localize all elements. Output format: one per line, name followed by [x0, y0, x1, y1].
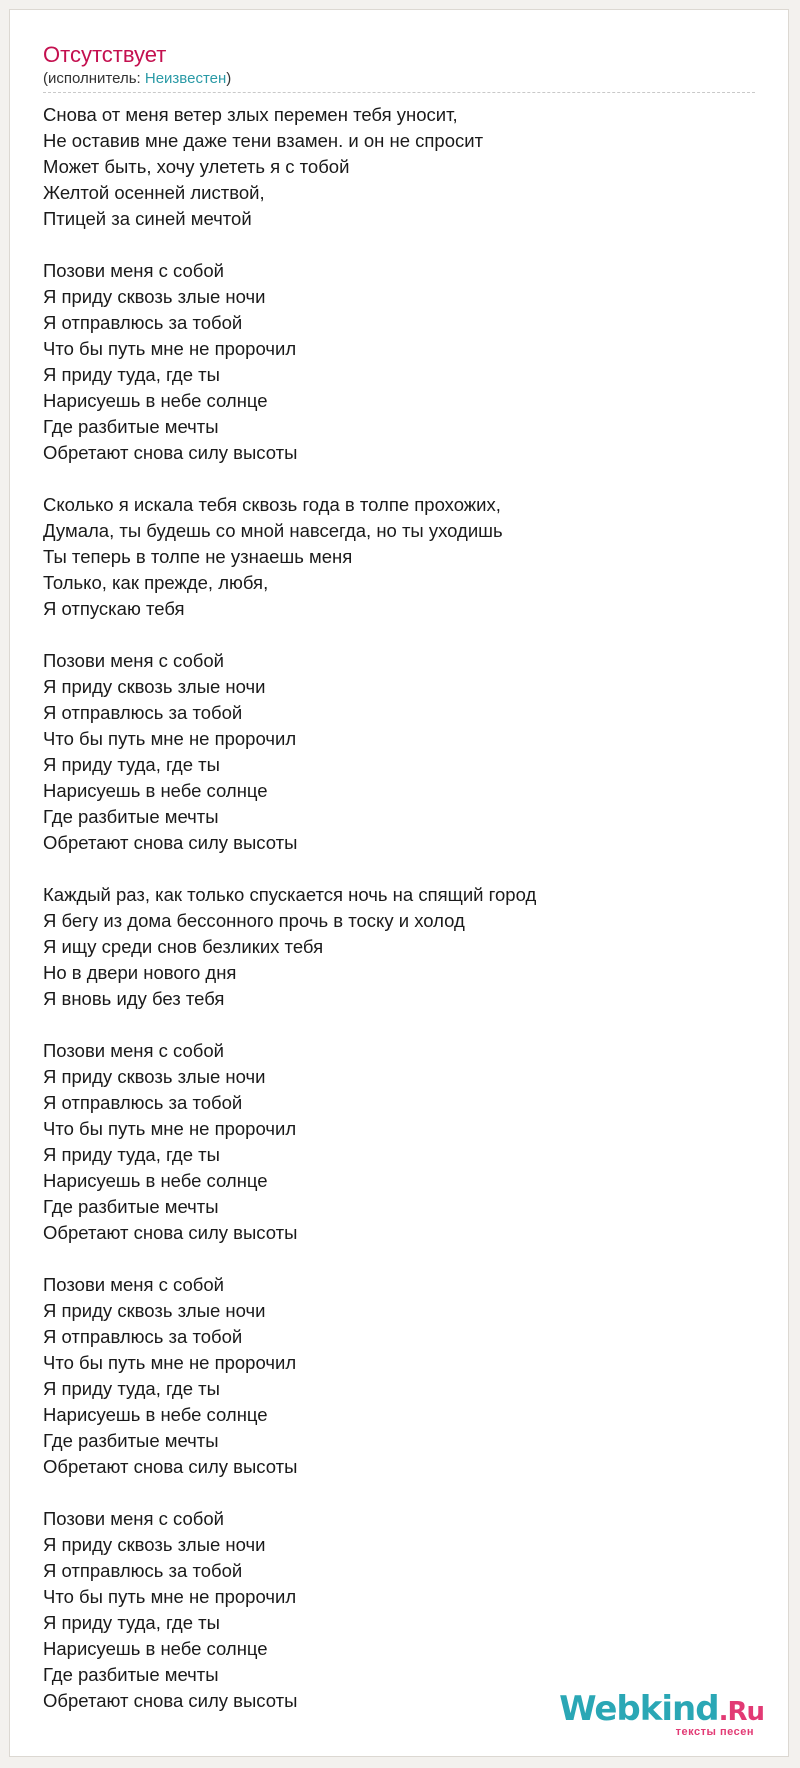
lyric-line: Где разбитые мечты [43, 416, 219, 437]
lyric-line: Позови меня с собой [43, 1508, 224, 1529]
lyric-line: Я приду сквозь злые ночи [43, 286, 266, 307]
logo-wordmark [559, 1691, 764, 1730]
artist-suffix: ) [226, 70, 232, 87]
lyrics-stanza [43, 1272, 755, 1480]
lyrics-stanza [43, 1506, 755, 1714]
lyrics-body [43, 102, 755, 1714]
lyric-line: Обретают снова силу высоты [43, 1456, 298, 1477]
lyric-line: Я приду туда, где ты [43, 1378, 220, 1399]
lyric-line: Ты теперь в толпе не узнаешь меня [43, 546, 353, 567]
lyrics-stanza [43, 1038, 755, 1246]
lyric-line: Я приду туда, где ты [43, 1144, 220, 1165]
lyric-line: Не оставив мне даже тени взамен. и он не спросит [43, 130, 484, 151]
lyric-line: Сколько я искала тебя сквозь года в толпе прохожих, [43, 494, 501, 515]
lyric-line: Обретают снова силу высоты [43, 832, 298, 853]
site-logo[interactable] [559, 1689, 764, 1738]
lyric-line: Обретают снова силу высоты [43, 1222, 298, 1243]
lyrics-stanza [43, 492, 755, 622]
lyric-line: Я приду сквозь злые ночи [43, 1534, 266, 1555]
lyrics-stanza [43, 882, 755, 1012]
lyric-line: Обретают снова силу высоты [43, 1690, 298, 1711]
lyric-line: Где разбитые мечты [43, 1196, 219, 1217]
lyric-line: Я приду сквозь злые ночи [43, 1066, 266, 1087]
lyric-line: Я отправлюсь за тобой [43, 702, 243, 723]
lyric-line: Позови меня с собой [43, 1040, 224, 1061]
lyric-line: Я отправлюсь за тобой [43, 1560, 243, 1581]
lyric-line: Я бегу из дома бессонного прочь в тоску и холод [43, 910, 465, 931]
lyric-line: Что бы путь мне не пророчил [43, 1586, 297, 1607]
lyric-line: Я отпускаю тебя [43, 598, 185, 619]
lyric-line: Нарисуешь в небе солнце [43, 1638, 268, 1659]
lyric-line: Позови меня с собой [43, 650, 224, 671]
lyric-line: Нарисуешь в небе солнце [43, 1170, 268, 1191]
lyrics-stanza [43, 258, 755, 466]
artist-line [43, 70, 755, 88]
lyric-line: Я отправлюсь за тобой [43, 1092, 243, 1113]
lyric-line: Я ищу среди снов безликих тебя [43, 936, 324, 957]
lyric-line: Может быть, хочу улететь я с тобой [43, 156, 350, 177]
lyric-line: Я отправлюсь за тобой [43, 312, 243, 333]
lyric-line: Я отправлюсь за тобой [43, 1326, 243, 1347]
lyric-line: Позови меня с собой [43, 260, 224, 281]
lyric-line: Я приду туда, где ты [43, 754, 220, 775]
lyric-line: Что бы путь мне не пророчил [43, 1118, 297, 1139]
lyric-line: Каждый раз, как только спускается ночь на спящий город [43, 884, 537, 905]
lyric-line: Что бы путь мне не пророчил [43, 338, 297, 359]
lyric-line: Думала, ты будешь со мной навсегда, но ты уходишь [43, 520, 503, 541]
lyric-line: Я приду сквозь злые ночи [43, 676, 266, 697]
lyrics-stanza [43, 102, 755, 232]
lyric-line: Нарисуешь в небе солнце [43, 780, 268, 801]
lyric-line: Где разбитые мечты [43, 1430, 219, 1451]
lyric-line: Птицей за синей мечтой [43, 208, 252, 229]
song-title: Отсутствует [43, 42, 167, 67]
lyric-line: Я приду туда, где ты [43, 364, 220, 385]
lyric-line: Я вновь иду без тебя [43, 988, 225, 1009]
title-divider [43, 92, 755, 93]
logo-tld: .Ru [718, 1697, 764, 1727]
artist-prefix: (исполнитель: [43, 70, 145, 87]
lyric-line: Но в двери нового дня [43, 962, 237, 983]
lyric-line: Где разбитые мечты [43, 1664, 219, 1685]
lyric-line: Что бы путь мне не пророчил [43, 1352, 297, 1373]
logo-name: Webkind [559, 1689, 719, 1729]
lyric-line: Снова от меня ветер злых перемен тебя уносит, [43, 104, 458, 125]
lyric-line: Нарисуешь в небе солнце [43, 390, 268, 411]
logo-tagline: тексты песен [675, 1726, 754, 1738]
lyric-line: Желтой осенней листвой, [43, 182, 265, 203]
lyric-line: Обретают снова силу высоты [43, 442, 298, 463]
lyric-line: Только, как прежде, любя, [43, 572, 269, 593]
artist-link[interactable]: Неизвестен [144, 70, 227, 87]
lyric-line: Я приду туда, где ты [43, 1612, 220, 1633]
lyrics-card [9, 9, 789, 1757]
lyric-line: Позови меня с собой [43, 1274, 224, 1295]
lyric-line: Что бы путь мне не пророчил [43, 728, 297, 749]
lyric-line: Где разбитые мечты [43, 806, 219, 827]
lyrics-content [43, 42, 755, 1714]
lyrics-stanza [43, 648, 755, 856]
lyric-line: Нарисуешь в небе солнце [43, 1404, 268, 1425]
lyric-line: Я приду сквозь злые ночи [43, 1300, 266, 1321]
